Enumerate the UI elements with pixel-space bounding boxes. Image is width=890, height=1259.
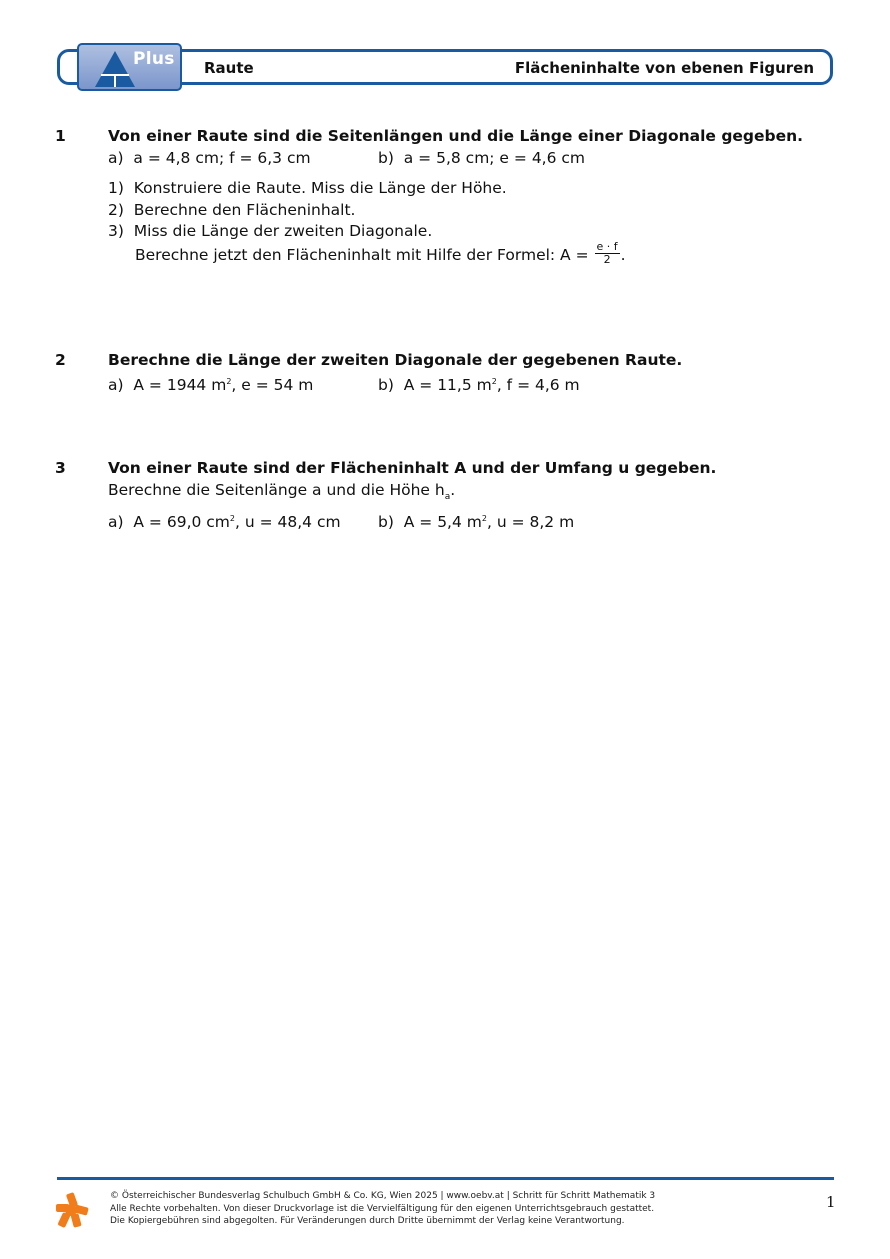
variant-text-rest: , u = 48,4 cm — [235, 513, 341, 531]
variant-text: a = 4,8 cm; f = 6,3 cm — [133, 149, 311, 167]
fraction-numerator: e · f — [596, 240, 618, 253]
step-label: 2) — [108, 201, 124, 219]
footer-line-1: © Österreichischer Bundesverlag Schulbuch GmbH & Co. KG, Wien 2025 | www.oebv.at | Schritt für Schritt Mathematik 3 — [110, 1191, 656, 1201]
variant-label: a) — [108, 149, 124, 167]
task-1-number: 1 — [55, 127, 66, 145]
variant-text-rest: , f = 4,6 m — [496, 376, 580, 394]
exponent: 2 — [226, 377, 232, 386]
variant-label: a) — [108, 376, 124, 394]
subscript: a — [444, 492, 451, 502]
step-label: 1) — [108, 179, 124, 197]
exponent: 2 — [491, 377, 497, 386]
task-1-formula-line — [135, 240, 626, 268]
task-3-subtitle — [108, 480, 455, 507]
chapter-title: Flächeninhalte von ebenen Figuren — [514, 59, 814, 77]
task-3-title: Von einer Raute sind der Flächeninhalt A und der Umfang u gegeben. — [108, 459, 717, 477]
task-2-title: Berechne die Länge der zweiten Diagonale der gegebenen Raute. — [108, 351, 683, 369]
variant-text-rest: , u = 8,2 m — [486, 513, 575, 531]
variant-label: b) — [378, 513, 394, 531]
variant-text: A = 11,5 m — [403, 376, 492, 394]
task-2-number: 2 — [55, 351, 66, 369]
task-2-variant-a — [108, 372, 313, 395]
footer-divider — [57, 1177, 834, 1180]
task-1-step-2 — [108, 200, 355, 220]
plus-badge — [77, 43, 182, 91]
variant-text: A = 5,4 m — [403, 513, 482, 531]
step-label: 3) — [108, 222, 124, 240]
task-3-number: 3 — [55, 459, 66, 477]
task-3-variant-b — [378, 509, 574, 532]
task-1-step-3 — [108, 221, 432, 241]
variant-label: b) — [378, 376, 394, 394]
page-number: 1 — [826, 1193, 836, 1211]
task-1-title: Von einer Raute sind die Seitenlängen und die Länge einer Diagonale gegeben. — [108, 127, 804, 145]
topic-title: Raute — [204, 59, 254, 77]
footer-copyright — [110, 1190, 655, 1228]
subtitle-text: Berechne die Seitenlänge a und die Höhe h — [108, 481, 445, 499]
area-fraction — [595, 241, 620, 266]
variant-label: a) — [108, 513, 124, 531]
exponent: 2 — [481, 514, 487, 523]
step-text: Miss die Länge der zweiten Diagonale. — [133, 222, 433, 240]
task-1-variant-a — [108, 148, 311, 168]
variant-text: A = 69,0 cm — [133, 513, 230, 531]
footer-line-2: Alle Rechte vorbehalten. Von dieser Druckvorlage ist die Vervielfältigung für den eigenen Unterrichtsgebrauch gestattet. — [110, 1203, 655, 1214]
formula-prefix: Berechne jetzt den Flächeninhalt mit Hilfe der Formel: A = — [135, 246, 589, 264]
variant-label: b) — [378, 149, 394, 167]
subtitle-end: . — [450, 481, 456, 499]
task-1-step-1 — [108, 178, 507, 198]
variant-text: A = 1944 m — [133, 376, 227, 394]
exponent: 2 — [229, 514, 236, 523]
publisher-star-logo-icon — [54, 1191, 90, 1229]
step-text: Berechne den Flächeninhalt. — [133, 201, 356, 219]
variant-text-rest: , e = 54 m — [231, 376, 314, 394]
variant-text: a = 5,8 cm; e = 4,6 cm — [403, 149, 586, 167]
badge-label: Plus — [133, 49, 175, 69]
task-3-variant-a — [108, 509, 341, 532]
formula-suffix: . — [620, 246, 626, 264]
plus-triangle-logo-icon — [93, 49, 137, 89]
fraction-denominator: 2 — [603, 253, 611, 266]
footer-line-3: Die Kopiergebühren sind abgegolten. Für Veränderungen durch Dritte übernimmt der Verlag keine Verantwortung. — [110, 1216, 625, 1226]
task-1-variant-b — [378, 148, 585, 168]
step-text: Konstruiere die Raute. Miss die Länge der Höhe. — [133, 179, 507, 197]
task-2-variant-b — [378, 372, 580, 395]
